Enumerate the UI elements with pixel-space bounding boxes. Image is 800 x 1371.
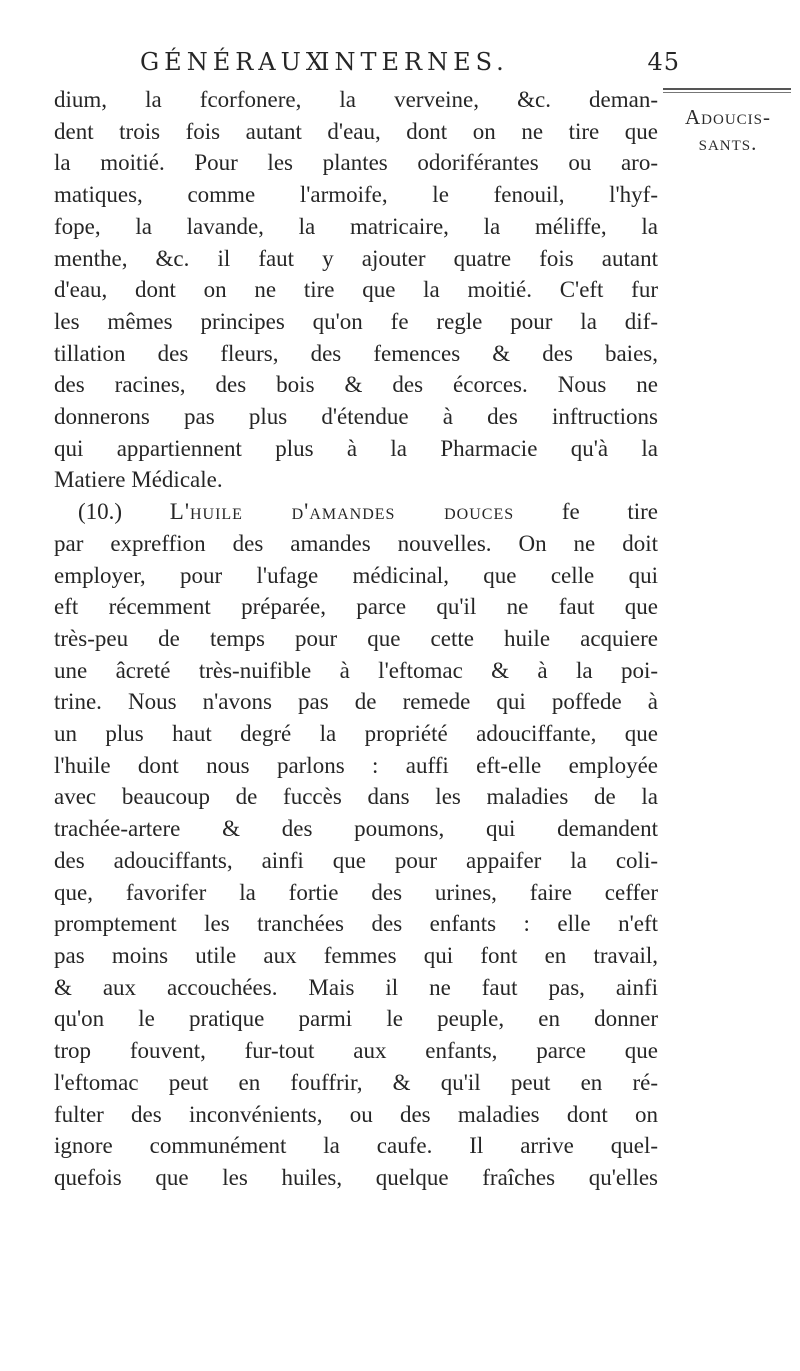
text-line: quefois que les huiles, quelque fraîches qu'elles (54, 1164, 658, 1190)
text-line: trachée-artere & des poumons, qui demandent (54, 816, 658, 842)
text-line: très-peu de temps pour que cette huile acquiere (54, 625, 658, 651)
text-line: une âcreté très-nuifible à l'eftomac & à la poi- (54, 657, 658, 683)
paragraph-heading-line (54, 496, 658, 528)
text-line: menthe, &c. il faut y ajouter quatre fois autant (54, 245, 658, 271)
text-line: employer, pour l'ufage médicinal, que celle qui (54, 562, 658, 588)
text-line: avec beaucoup de fuccès dans les maladies de la (54, 784, 658, 810)
text-line: pas moins utile aux femmes qui font en travail, (54, 942, 658, 968)
text-line: promptement les tranchées des enfants : elle n'eft (54, 911, 658, 937)
page-number: 45 (647, 48, 680, 76)
text-line: trine. Nous n'avons pas de remede qui poffede à (54, 689, 658, 715)
margin-note-line: sants. (698, 131, 758, 155)
margin-note-line: Adoucis- (685, 105, 771, 129)
text-line: des racines, des bois & des écorces. Nous ne (54, 372, 658, 398)
text-line: & aux accouchées. Mais il ne faut pas, ainfi (54, 974, 658, 1000)
paragraph-heading: L'huile d'amandes douces (169, 499, 515, 525)
header-title-left: GÉNÉRAUX (140, 48, 328, 76)
text-line: l'eftomac peut en fouffrir, & qu'il peut en ré- (54, 1069, 658, 1095)
text-line: qu'on le pratique parmi le peuple, en donner (54, 1006, 658, 1032)
running-header (140, 48, 680, 80)
text-line: tillation des fleurs, des femences & des baies, (54, 340, 658, 366)
text-line: d'eau, dont on ne tire que la moitié. C'eft fur (54, 277, 658, 303)
text-line: des adouciffants, ainfi que pour appaifer la coli- (54, 847, 658, 873)
text-line: que, favorifer la fortie des urines, faire ceffer (54, 879, 658, 905)
text-line: qui appartiennent plus à la Pharmacie qu'à la (54, 435, 658, 461)
margin-note (662, 104, 794, 156)
text-line: dent trois fois autant d'eau, dont on ne tire que (54, 118, 658, 144)
header-title-right: INTERNES. (320, 48, 509, 76)
text-line: eft récemment préparée, parce qu'il ne faut que (54, 594, 658, 620)
paragraph-number: (10.) (78, 499, 123, 525)
text-line: donnerons pas plus d'étendue à des inftructions (54, 404, 658, 430)
heading-line-rest: fe tire (561, 499, 659, 525)
text-line: trop fouvent, fur-tout aux enfants, parce que (54, 1038, 658, 1064)
text-line: la moitié. Pour les plantes odoriférantes ou aro- (54, 150, 658, 176)
body-text (54, 84, 658, 1194)
text-line: un plus haut degré la propriété adouciffante, que (54, 721, 658, 747)
text-line: fulter des inconvénients, ou des maladies dont on (54, 1101, 658, 1127)
margin-rule (663, 88, 791, 90)
text-line: matiques, comme l'armoife, le fenouil, l'hyf- (54, 182, 658, 208)
text-line: l'huile dont nous parlons : auffi eft-elle employée (54, 752, 658, 778)
text-line: fope, la lavande, la matricaire, la méliffe, la (54, 213, 658, 239)
text-line: les mêmes principes qu'on fe regle pour la dif- (54, 308, 658, 334)
text-line: par expreffion des amandes nouvelles. On ne doit (54, 530, 658, 556)
text-line: Matiere Médicale. (54, 467, 223, 493)
text-line: dium, la fcorfonere, la verveine, &c. deman- (54, 87, 658, 112)
text-line: ignore communément la caufe. Il arrive quel- (54, 1133, 658, 1159)
margin-rule-thin (663, 92, 791, 93)
